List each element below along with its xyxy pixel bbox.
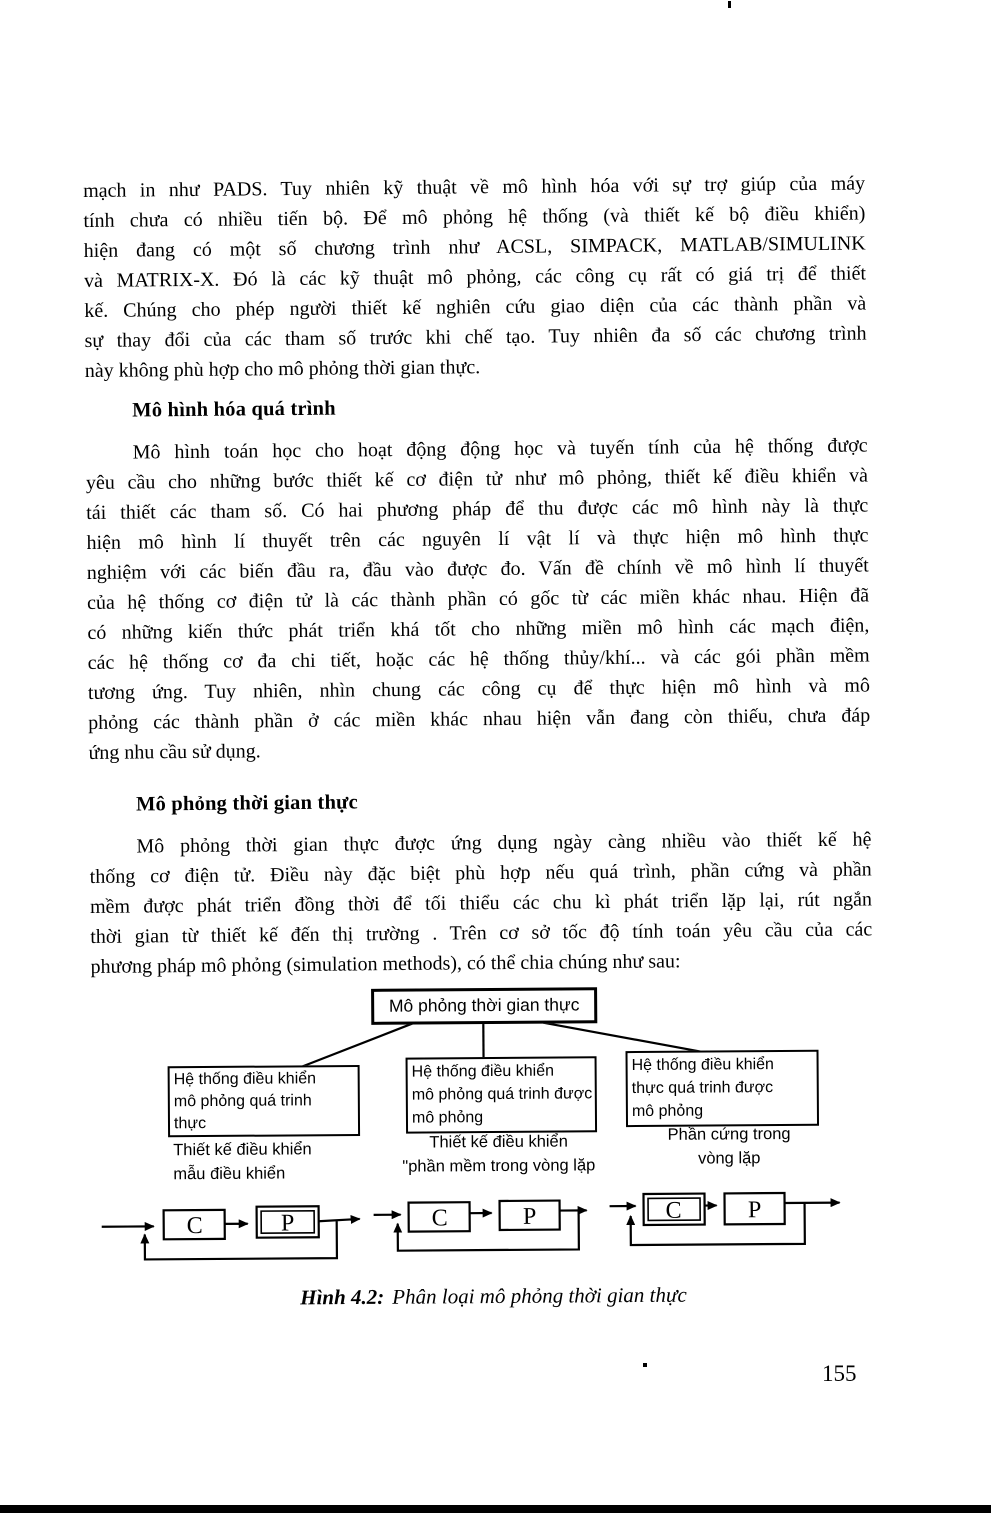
page-number: 155 [822,1361,857,1386]
flow-diagram-left [102,1206,360,1260]
text-line: tính chưa có nhiều tiến bộ. Để mô phỏng hệ thống (và thiết kế bộ điều khiển) [83,202,866,232]
text-line: Mô phỏng thời gian thực được ứng dụng ngày càng nhiều vào thiết kế hệ [136,828,872,858]
scan-artifact-dot [728,1,731,8]
box-text-line: mô phỏng [631,1102,704,1121]
flow-right-labels [666,1197,762,1224]
flow-diagram-right [609,1193,839,1246]
scan-artifact-dot [643,1363,647,1367]
label-line: vòng lặp [697,1149,761,1168]
text-block [83,168,873,981]
label-line: Thiết kế điều khiển [429,1132,568,1152]
text-line: thống cơ điện tử. Điều này đặc biệt phù hợp nếu quá trình, phần cứng và phần [89,858,872,888]
text-line: hiện đang có một số chương trình như ACSL, SIMPACK, MATLAB/SIMULINK [83,232,866,262]
controller-block-label: C [665,1197,682,1224]
paragraph-1 [83,168,867,385]
box-text-line: mô phỏng [411,1109,484,1127]
text-line: thời gian từ thiết kế đến thị trường . Trên cơ sở tốc độ tính toán yêu cầu của các [90,918,873,948]
box-text-line: thực [173,1115,207,1133]
text-line: hiện mô hình lí thuyết trên các nguyên lí vật lí và thực hiện mô hình thực [86,524,869,554]
text-line: Mô hình toán học cho hoạt động động học và tuyến tính của hệ thống được [132,434,868,464]
plant-block-label: P [522,1203,537,1230]
flow-diagram-middle [374,1200,587,1250]
box-text-line: Hệ thống điều khiển [173,1070,317,1089]
paragraph-2 [86,430,871,767]
text-line: của hệ thống cơ điện tử là các thành phần có gốc từ các miền khác nhau. Hiện đã [86,584,870,614]
tree-root-box: Mô phỏng thời gian thực [371,987,597,1025]
bottom-scan-bar [0,1505,991,1513]
paragraph-3 [89,824,872,981]
text-line: tương ứng. Tuy nhiên, nhìn chung các công cụ để thực hiện mô hình và mô [87,674,871,704]
box-text-line: mô phỏng quá trinh được [411,1085,593,1104]
section-heading-process-modeling: Mô hình hóa quá trình [132,397,336,422]
tree-box-label-2 [391,1129,606,1178]
box-text-line: Hệ thống điều khiển [631,1056,774,1075]
plant-block-label: P [280,1210,295,1237]
section-heading-realtime-simulation: Mô phỏng thời gian thực [135,791,359,816]
text-line: phỏng các thành phần ở các miền khác nhau hiện vẫn đang còn thiếu, chưa đáp [88,704,871,734]
tree-child-box-3 [625,1050,819,1127]
tree-box-label-1 [173,1137,363,1186]
box-text-line: mô phỏng quá trinh [173,1092,312,1111]
label-line: Thiết kế điều khiển [173,1140,312,1160]
figure-caption-number: Hình 4.2: [300,1284,385,1310]
label-line: "phần mềm trong vòng lặp [402,1156,596,1176]
tree-box-label-3 [649,1122,809,1171]
controller-block-label: C [186,1213,203,1240]
box-text-line: Hệ thống điều khiển [411,1062,555,1081]
tree-child-box-2 [406,1056,598,1133]
text-line: và MATRIX-X. Đó là các kỹ thuật mô phỏng, các công cụ rất có giá trị để thiết [83,262,867,292]
label-line: mẫu điều khiển [173,1164,286,1184]
text-line: mạch in như PADS. Tuy nhiên kỹ thuật về mô hình hóa với sự trợ giúp của máy [83,172,866,202]
text-line: này không phù hợp cho mô phỏng thời gian thực. [84,356,481,382]
text-line: phương pháp mô phỏng (simulation methods), có thể chia chúng như sau: [90,950,681,978]
plant-block-label: P [747,1197,762,1224]
controller-block-label: C [431,1205,448,1232]
figure-4-2 [0,977,991,1329]
box-text-line: thực quá trinh được [631,1079,774,1098]
text-line: các hệ thống cơ đa chi tiết, hoặc các hệ thống thủy/khí... và các gói phần mềm [87,644,870,674]
label-line: Phần cứng trong [667,1124,791,1144]
text-line: yêu cầu cho những bước thiết kế cơ điện tử như mô phỏng, thiết kế điều khiển và [85,464,869,494]
text-line: tái thiết các tham số. Có hai phương pháp để thu được các mô hình này là thực [86,494,869,524]
text-line: ứng nhu cầu sử dụng. [88,740,261,764]
text-line: có những kiến thức phát triển khá tốt cho những miền mô hình các mạch điện, [87,614,870,644]
text-line: mềm được phát triển đồng thời để tối thiểu các chu kì phát triển lặp lại, rút ngắn [89,888,873,918]
text-line: sự thay đổi của các tham số trước khi chế tạo. Tuy nhiên đa số các chương trình [84,322,867,352]
tree-child-box-1 [168,1065,360,1137]
figure-caption-text: Phân loại mô phỏng thời gian thực [392,1282,687,1309]
text-line: kế. Chúng cho phép người thiết kế nghiên cứu giao diện của các thành phần và [84,292,867,322]
text-line: nghiệm với các biến đầu ra, đầu vào được đo. Vấn đề chính về mô hình lí thuyết [86,554,869,584]
figure-caption [300,1283,687,1311]
